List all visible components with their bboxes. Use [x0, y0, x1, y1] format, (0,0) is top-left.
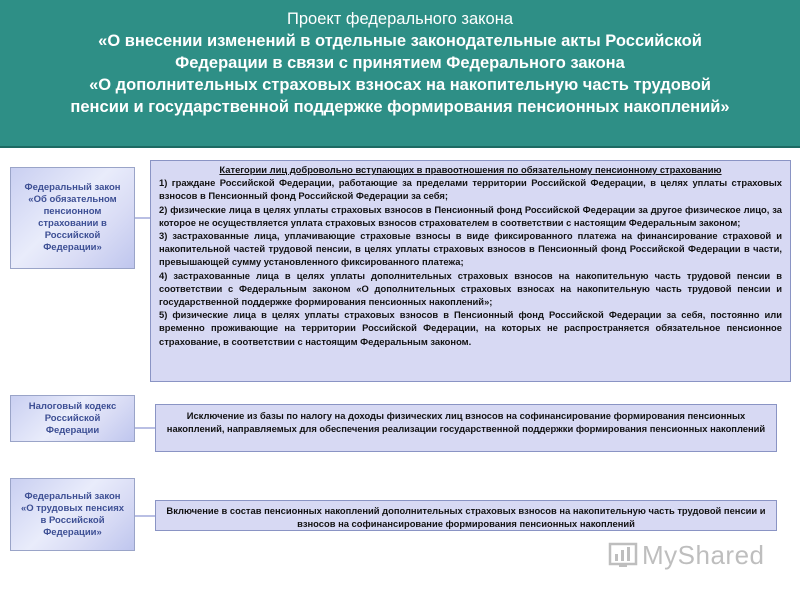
category-item: 2) физические лица в целях уплаты страховых взносов в Пенсионный фонд Российской Федерации за другое физическое лицо, за которое не осуществляется уплата страховых взносов страхователем в соответствии с настоящим Федеральным законом; [159, 203, 782, 228]
categories-title: Категории лиц добровольно вступающих в правоотношения по обязательному пенсионному страхованию [219, 164, 722, 175]
chart-logo-icon [608, 540, 638, 570]
pension-change-text: Включение в состав пенсионных накоплений дополнительных страховых взносов на накопительную часть трудовой пенсии и взносов на софинансирование формирования пенсионных накоплений [166, 505, 766, 530]
law-box-labor-pensions [10, 478, 135, 551]
title-line-2: «О внесении изменений в отдельные законодательные акты Российской [98, 32, 702, 50]
slide-title [0, 0, 800, 148]
law-label: Федеральный закон «О трудовых пенсиях в Российской Федерации» [20, 490, 125, 538]
law-label: Налоговый кодекс Российской Федерации [28, 400, 117, 436]
law-box-tax-code [10, 395, 135, 442]
connector-line [135, 515, 155, 517]
title-line-4: «О дополнительных страховых взносах на накопительную часть трудовой [89, 76, 711, 94]
category-item: 5) физические лица в целях уплаты страховых взносов в Пенсионный фонд Российской Федерации за себя, постоянно или временно проживающие на территории Российской Федерации, на которых не распространяется обязательное пенсионное страхование, в соответствии с настоящим Федеральным законом. [159, 309, 782, 347]
category-item: 1) граждане Российской Федерации, работающие за пределами территории Российской Федерации, в целях уплаты страховых взносов в Пенсионный фонд Российской Федерации за себя; [159, 177, 782, 202]
law-box-pension-insurance [10, 167, 135, 269]
tax-change-text: Исключение из базы по налогу на доходы физических лиц взносов на софинансирование формирования пенсионных накоплений, направляемых для обеспечения реализации государственной поддержки формирования пенсионных накоплений [166, 410, 766, 435]
pension-change-box [155, 500, 777, 531]
title-line-1: Проект федерального закона [286, 10, 514, 28]
connector-line [135, 217, 150, 219]
title-line-5: пенсии и государственной поддержке формирования пенсионных накоплений» [70, 98, 730, 116]
category-item: 3) застрахованные лица, уплачивающие страховые взносы в виде фиксированного платежа на финансирование страховой и накопительной частей трудовой пенсии, в целях уплаты страховых взносов в Пенсионный фонд Российской Федерации в части, превышающей сумму установленного фиксированного платежа; [159, 230, 782, 268]
title-line-3: Федерации в связи с принятием Федерального закона [175, 54, 625, 72]
category-item: 4) застрахованные лица в целях уплаты дополнительных страховых взносов на накопительную часть трудовой пенсии в соответствии с Федеральным законом «О дополнительных страховых взносах на накопительную часть трудовой пенсии и государственной поддержке формирования пенсионных накоплений»; [159, 269, 782, 308]
categories-box [150, 160, 791, 382]
myshared-watermark [608, 537, 778, 573]
watermark-text: MyShared [642, 539, 765, 570]
law-label: Федеральный закон «Об обязательном пенсионном страховании в Российской Федерации» [24, 182, 121, 253]
connector-line [135, 427, 155, 429]
tax-change-box [155, 404, 777, 452]
